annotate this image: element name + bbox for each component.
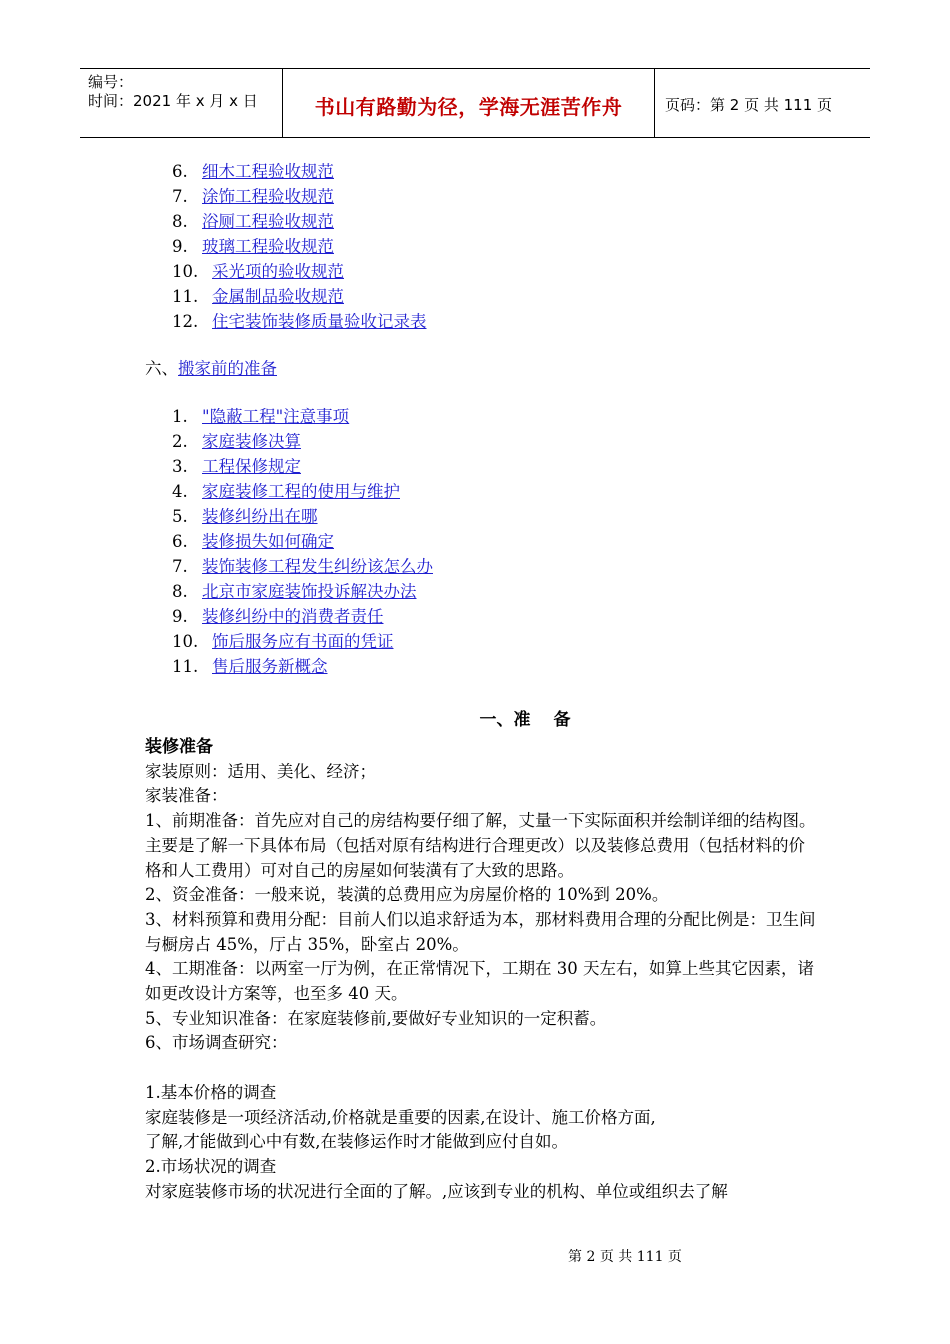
toc-link[interactable]: 饰后服务应有书面的凭证 (212, 632, 394, 651)
toc-link[interactable]: 北京市家庭装饰投诉解决办法 (202, 582, 417, 601)
toc-item: 3. 工程保修规定 (172, 457, 301, 476)
paragraph: 家装准备： (145, 786, 228, 806)
paragraph: 4、工期准备：以两室一厅为例，在正常情况下，工期在 30 天左右，如算上些其它因素，诸 (145, 959, 814, 979)
paragraph: 了解,才能做到心中有数,在装修运作时才能做到应付自如。 (145, 1132, 568, 1152)
toc-item: 9. 装修纠纷中的消费者责任 (172, 607, 384, 626)
toc-item: 11. 金属制品验收规范 (172, 287, 344, 306)
paragraph: 格和人工费用）可对自己的房屋如何装潢有了大致的思路。 (145, 860, 574, 880)
paragraph: 5、专业知识准备：在家庭装修前,要做好专业知识的一定积蓄。 (145, 1008, 607, 1028)
toc-link[interactable]: 细木工程验收规范 (202, 162, 334, 181)
toc-link[interactable]: 售后服务新概念 (212, 657, 328, 676)
toc-link[interactable]: 装饰装修工程发生纠纷该怎么办 (202, 557, 433, 576)
toc-link[interactable]: 住宅装饰装修质量验收记录表 (212, 312, 427, 331)
paragraph: 1.基本价格的调查 (145, 1082, 277, 1102)
toc-link[interactable]: 涂饰工程验收规范 (202, 187, 334, 206)
toc-item: 10. 采光项的验收规范 (172, 262, 344, 281)
toc-list-bottom (172, 404, 433, 679)
toc-list-top (172, 159, 427, 334)
toc-item: 8. 浴厕工程验收规范 (172, 212, 334, 231)
page-footer: 第 2 页 共 111 页 (568, 1249, 682, 1265)
header-page-cell (655, 69, 870, 137)
toc-link[interactable]: 装修损失如何确定 (202, 532, 334, 551)
paragraph: 如更改设计方案等，也至多 40 天。 (145, 984, 408, 1004)
header-info-cell (80, 69, 283, 137)
paragraph: 3、材料预算和费用分配：目前人们以追求舒适为本，那材料费用合理的分配比例是：卫生间 (145, 909, 816, 929)
toc-item: 9. 玻璃工程验收规范 (172, 237, 334, 256)
toc-item: 7. 装饰装修工程发生纠纷该怎么办 (172, 557, 433, 576)
toc-item: 11. 售后服务新概念 (172, 657, 328, 676)
toc-item: 7. 涂饰工程验收规范 (172, 187, 334, 206)
paragraph: 1、前期准备：首先应对自己的房结构要仔细了解，丈量一下实际面积并绘制详细的结构图。 (145, 811, 816, 831)
section-link[interactable]: 搬家前的准备 (178, 359, 277, 378)
toc-item: 8. 北京市家庭装饰投诉解决办法 (172, 582, 417, 601)
blank-line (145, 1056, 925, 1081)
toc-item: 1. "隐蔽工程"注意事项 (172, 407, 350, 426)
page-header-table (80, 68, 870, 138)
toc-item: 12. 住宅装饰装修质量验收记录表 (172, 312, 427, 331)
toc-link[interactable]: 家庭装修工程的使用与维护 (202, 482, 400, 501)
paragraph: 家装原则：适用、美化、经济； (145, 761, 376, 781)
header-page-number: 页码：第 2 页 共 111 页 (665, 96, 833, 114)
toc-item: 4. 家庭装修工程的使用与维护 (172, 482, 400, 501)
toc-link[interactable]: 工程保修规定 (202, 457, 301, 476)
toc-item: 5. 装修纠纷出在哪 (172, 507, 318, 526)
toc-section-heading (145, 356, 277, 381)
section-prefix: 六、 (145, 359, 178, 378)
paragraph: 2、资金准备：一般来说，装潢的总费用应为房屋价格的 10%到 20%。 (145, 885, 669, 905)
paragraph: 主要是了解一下具体布局（包括对原有结构进行合理更改）以及装修总费用（包括材料的价 (145, 835, 805, 855)
body-heading: 装修准备 (145, 737, 213, 757)
chapter-title: 一、准 备 (479, 710, 571, 730)
toc-link[interactable]: 采光项的验收规范 (212, 262, 344, 281)
paragraph: 2.市场状况的调查 (145, 1156, 277, 1176)
paragraph: 与橱房占 45%，厅占 35%，卧室占 20%。 (145, 934, 469, 954)
paragraph: 对家庭装修市场的状况进行全面的了解。,应该到专业的机构、单位或组织去了解 (145, 1181, 728, 1201)
header-time: 时间：2021 年 x 月 x 日 (88, 92, 258, 110)
toc-link[interactable]: 装修纠纷出在哪 (202, 507, 318, 526)
toc-link[interactable]: 金属制品验收规范 (212, 287, 344, 306)
paragraph: 家庭装修是一项经济活动,价格就是重要的因素,在设计、施工价格方面, (145, 1107, 656, 1127)
toc-link[interactable]: 玻璃工程验收规范 (202, 237, 334, 256)
toc-link[interactable]: 浴厕工程验收规范 (202, 212, 334, 231)
toc-link[interactable]: 家庭装修决算 (202, 432, 301, 451)
toc-item: 6. 细木工程验收规范 (172, 162, 334, 181)
body-content (145, 735, 925, 1204)
toc-link[interactable]: 装修纠纷中的消费者责任 (202, 607, 384, 626)
paragraph: 6、市场调查研究： (145, 1033, 288, 1053)
toc-item: 2. 家庭装修决算 (172, 432, 301, 451)
header-motto: 书山有路勤为径，学海无涯苦作舟 (314, 95, 623, 119)
toc-link[interactable]: "隐蔽工程"注意事项 (202, 407, 350, 426)
toc-item: 6. 装修损失如何确定 (172, 532, 334, 551)
toc-item: 10. 饰后服务应有书面的凭证 (172, 632, 394, 651)
header-number: 编号： (88, 73, 134, 91)
header-motto-cell (283, 69, 655, 137)
